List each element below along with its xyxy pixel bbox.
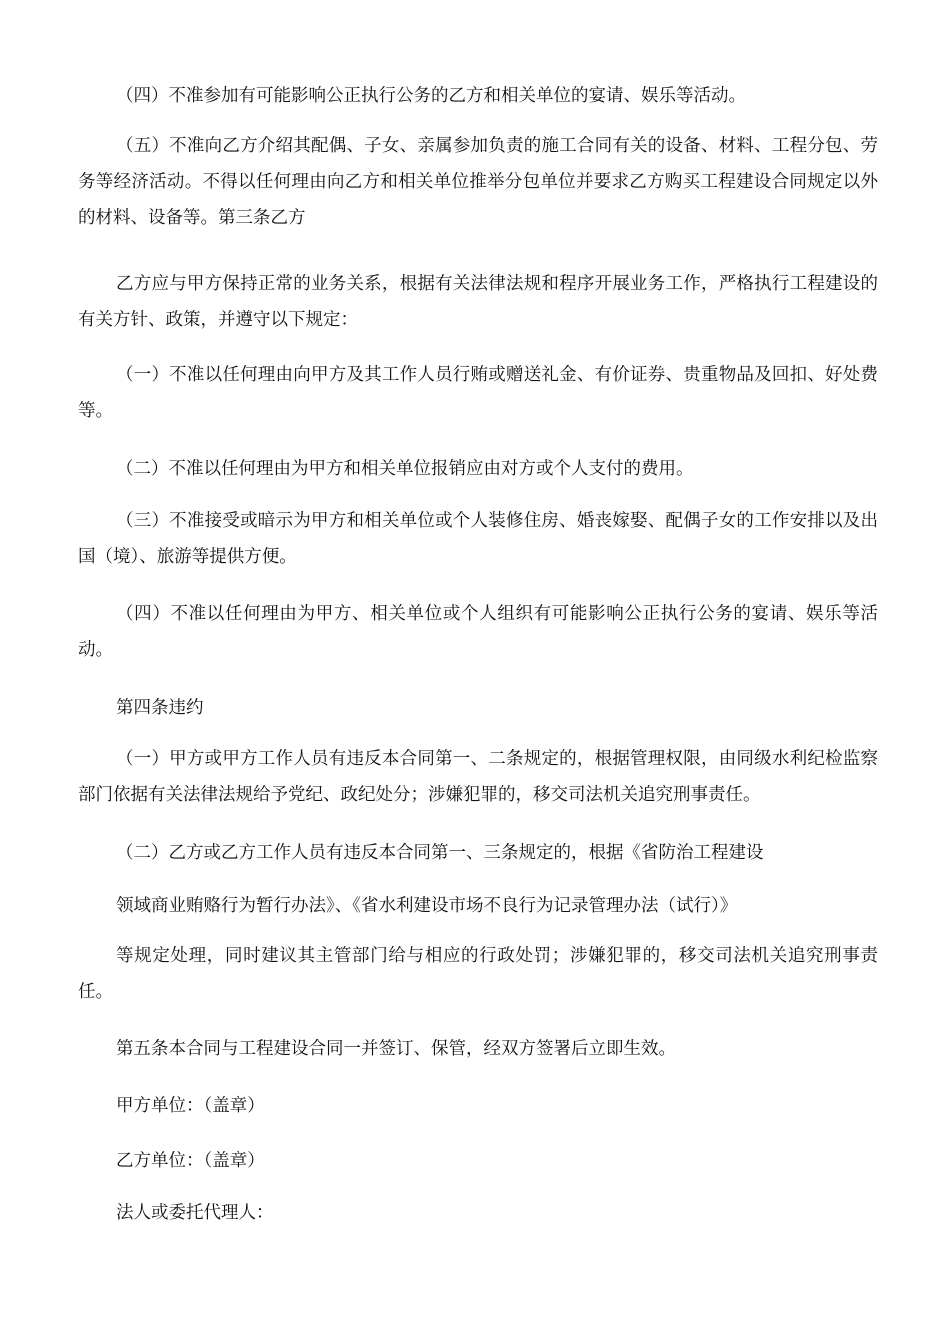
paragraph-1: （四）不准参加有可能影响公正执行公务的乙方和相关单位的宴请、娱乐等活动。 (116, 86, 746, 106)
paragraph-11: 领域商业贿赂行为暂行办法》、《省水利建设市场不良行为记录管理办法（试行）》 (116, 896, 738, 916)
paragraph-6: （三）不准接受或暗示为甲方和相关单位或个人装修住房、婚丧嫁娶、配偶子女的工作安排以及出国（境）、旅游等提供方便。 (78, 511, 878, 567)
paragraph-13: 第五条本合同与工程建设合同一并签订、保管，经双方签署后立即生效。 (116, 1039, 676, 1059)
paragraph-2: （五）不准向乙方介绍其配偶、子女、亲属参加负责的施工合同有关的设备、材料、工程分包、劳务等经济活动。不得以任何理由向乙方和相关单位推举分包单位并要求乙方购买工程建设合同规定以外的材料、设备等。第三条乙方 (78, 136, 878, 228)
paragraph-7: （四）不准以任何理由为甲方、相关单位或个人组织有可能影响公正执行公务的宴请、娱乐等活动。 (78, 604, 878, 660)
paragraph-9: （一）甲方或甲方工作人员有违反本合同第一、二条规定的，根据管理权限，由同级水利纪检监察部门依据有关法律法规给予党纪、政纪处分；涉嫌犯罪的，移交司法机关追究刑事责任。 (78, 749, 878, 805)
paragraph-10: （二）乙方或乙方工作人员有违反本合同第一、三条规定的，根据《省防治工程建设 (116, 843, 764, 863)
party-b-signature-line: 乙方单位：（盖章） (116, 1151, 265, 1171)
party-a-signature-line: 甲方单位：（盖章） (116, 1096, 265, 1116)
paragraph-3: 乙方应与甲方保持正常的业务关系，根据有关法律法规和程序开展业务工作，严格执行工程建设的有关方针、政策，并遵守以下规定： (78, 274, 878, 330)
legal-representative-line: 法人或委托代理人： (116, 1203, 274, 1223)
paragraph-12: 等规定处理，同时建议其主管部门给与相应的行政处罚；涉嫌犯罪的，移交司法机关追究刑事责任。 (78, 946, 878, 1002)
section-heading-article-4: 第四条违约 (116, 698, 204, 718)
paragraph-4: （一）不准以任何理由向甲方及其工作人员行贿或赠送礼金、有价证券、贵重物品及回扣、好处费等。 (78, 365, 878, 421)
paragraph-5: （二）不准以任何理由为甲方和相关单位报销应由对方或个人支付的费用。 (116, 459, 694, 479)
